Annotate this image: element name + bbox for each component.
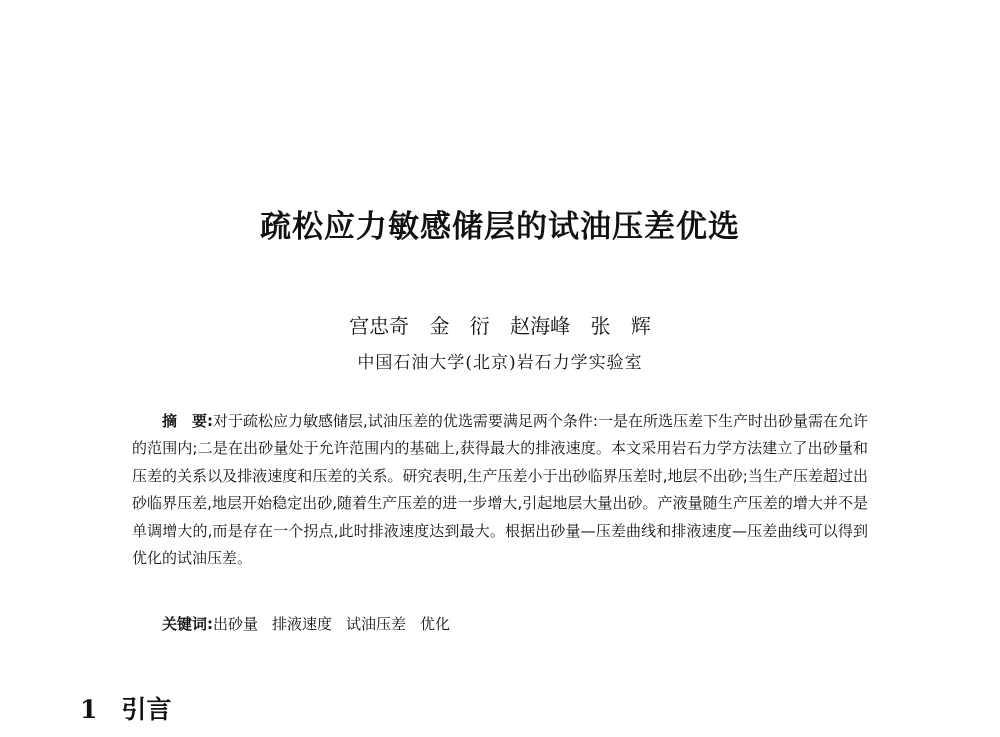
section-title: 引言 <box>121 695 172 724</box>
abstract-label: 摘 要: <box>162 412 214 430</box>
keywords-label: 关键词: <box>162 615 213 633</box>
section-number: 1 <box>80 695 98 724</box>
affiliation: 中国石油大学(北京)岩石力学实验室 <box>357 353 643 373</box>
abstract-text: 对于疏松应力敏感储层,试油压差的优选需要满足两个条件:一是在所选压差下生产时出砂量需在允许的范围内;二是在出砂量处于允许范围内的基础上,获得最大的排液速度。本文采用岩石力学方法建立了出砂量和压差的关系以及排液速度和压差的关系。研究表明,生产压差小于出砂临界压差时,地层不出砂;当生产压差超过出砂临界压差,地层开始稳定出砂,随着生产压差的进一步增大,引起地层大量出砂。产液量随生产压差的增大并不是单调增大的,而是存在一个拐点,此时排液速度达到最大。根据出砂量—压差曲线和排液速度—压差曲线可以得到优化的试油压差。 <box>132 412 869 568</box>
keywords <box>162 611 868 637</box>
author-list: 宫忠奇 金 衍 赵海峰 张 辉 <box>349 314 651 338</box>
keyword-item: 优化 <box>420 615 451 633</box>
section-heading <box>80 692 171 728</box>
keyword-item: 试油压差 <box>346 615 407 633</box>
paper-title: 疏松应力敏感储层的试油压差优选 <box>260 209 740 245</box>
keyword-item: 出砂量 <box>213 615 259 633</box>
keyword-item: 排液速度 <box>272 615 333 633</box>
abstract <box>132 408 868 572</box>
